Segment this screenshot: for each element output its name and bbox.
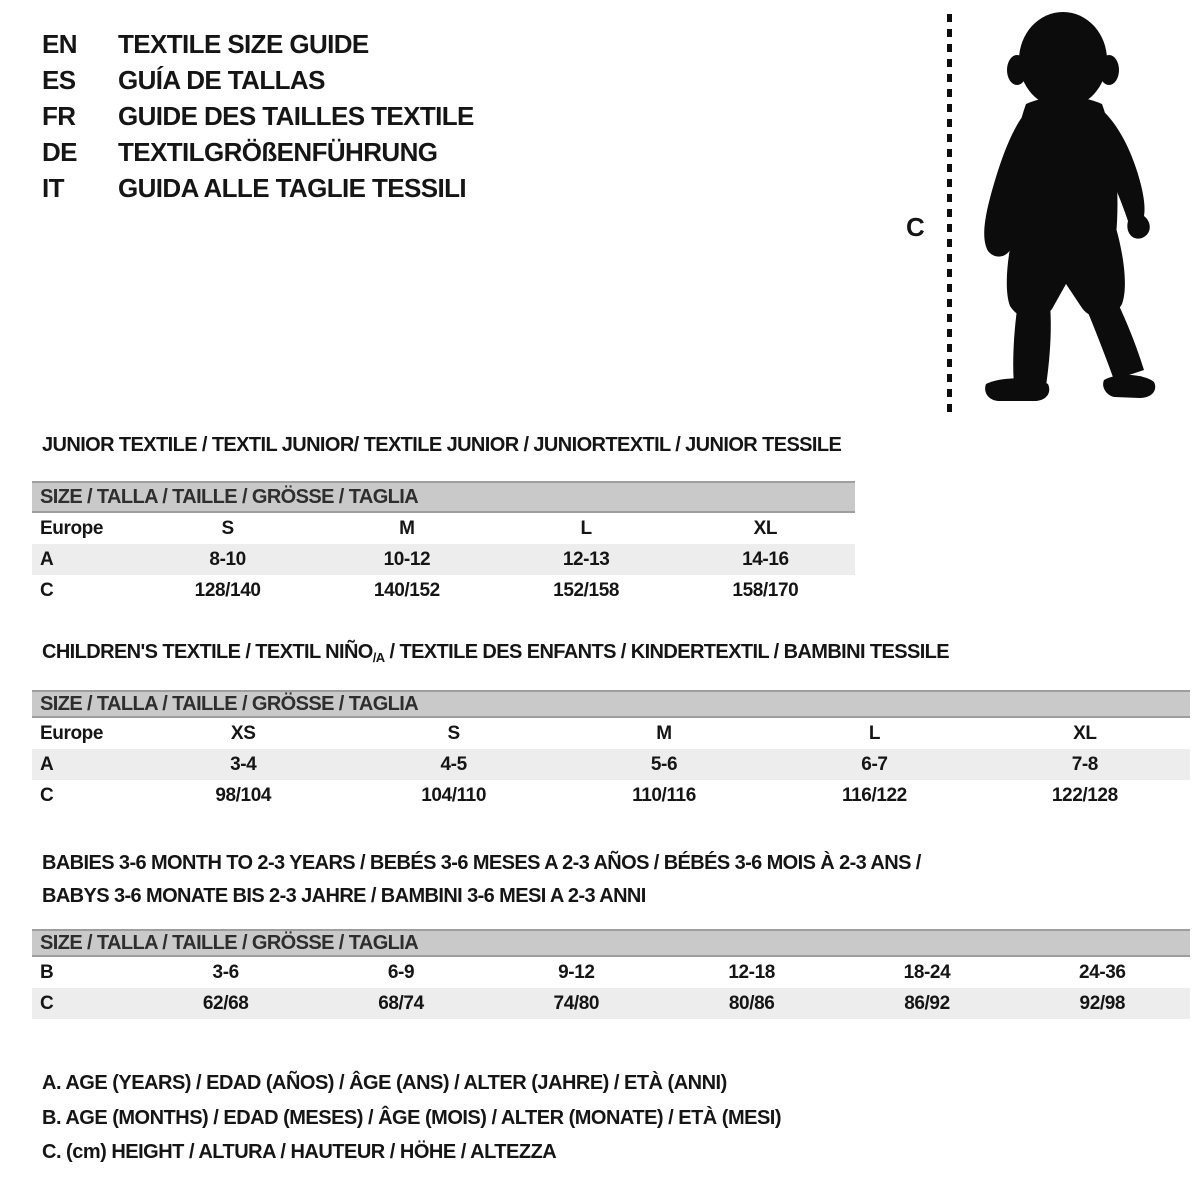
title-line: BABYS 3-6 MONATE BIS 2-3 JAHRE / BAMBINI 3-6 MESI A 2-3 ANNI [42, 885, 646, 907]
table-cell: 6-7 [861, 754, 888, 775]
section-title-junior: JUNIOR TEXTILE / TEXTIL JUNIOR/ TEXTILE JUNIOR / JUNIORTEXTIL / JUNIOR TESSILE [42, 434, 842, 456]
table-cell: 110/116 [632, 785, 696, 806]
table-row [32, 988, 1190, 1019]
children-size-table [32, 690, 1190, 811]
table-cell: 158/170 [732, 580, 799, 601]
table-row [32, 718, 1190, 749]
row-label: C [40, 993, 54, 1014]
lang-row-fr [42, 98, 474, 134]
table-cell: 8-10 [209, 549, 246, 570]
row-label: A [40, 754, 54, 775]
lang-code: EN [42, 29, 77, 59]
table-cell: XL [1073, 723, 1097, 744]
lang-code: IT [42, 173, 64, 203]
lang-code: FR [42, 101, 76, 131]
baby-silhouette [958, 8, 1173, 418]
table-cell: S [447, 723, 460, 744]
row-label: C [40, 785, 54, 806]
table-cell: 62/68 [202, 993, 249, 1014]
table-cell: S [221, 518, 234, 539]
table-cell: 86/92 [904, 993, 950, 1014]
table-cell: 80/86 [728, 993, 775, 1014]
table-body [32, 718, 1190, 811]
row-label: C [40, 580, 54, 601]
row-label: Europe [40, 723, 104, 744]
table-cell: 10-12 [383, 549, 431, 570]
size-header-bar: SIZE / TALLA / TAILLE / GRÖSSE / TAGLIA [32, 929, 1190, 957]
lang-code: ES [42, 65, 76, 95]
table-cell: 7-8 [1071, 754, 1098, 775]
table-row [32, 957, 1190, 988]
title-part: CHILDREN'S TEXTILE / TEXTIL NIÑO [42, 641, 373, 663]
legend-line-a: A. AGE (YEARS) / EDAD (AÑOS) / ÂGE (ANS) / ALTER (JAHRE) / ETÀ (ANNI) [42, 1072, 727, 1094]
table-cell: 122/128 [1051, 785, 1118, 806]
measure-c-label: C [906, 212, 925, 242]
lang-label: GUIDA ALLE TAGLIE TESSILI [118, 173, 467, 203]
lang-row-it [42, 170, 474, 206]
table-cell: 18-24 [903, 962, 951, 983]
row-label: A [40, 549, 54, 570]
table-body [32, 513, 855, 606]
table-cell: 98/104 [215, 785, 272, 806]
measurement-legend [42, 1066, 781, 1170]
table-row [32, 575, 855, 606]
table-body [32, 957, 1190, 1019]
table-cell: L [580, 518, 592, 539]
lang-row-es [42, 62, 474, 98]
lang-label: GUÍA DE TALLAS [118, 65, 325, 95]
size-header-bar: SIZE / TALLA / TAILLE / GRÖSSE / TAGLIA [32, 481, 855, 513]
table-row [32, 544, 855, 575]
table-cell: 92/98 [1079, 993, 1126, 1014]
table-cell: 4-5 [440, 754, 467, 775]
table-cell: M [656, 723, 672, 744]
height-measure-dotted-line [947, 14, 952, 416]
lang-label: GUIDE DES TAILLES TEXTILE [118, 101, 474, 131]
legend-line-b: B. AGE (MONTHS) / EDAD (MESES) / ÂGE (MOIS) / ALTER (MONATE) / ETÀ (MESI) [42, 1106, 782, 1129]
babies-size-table [32, 929, 1190, 1019]
lang-row-de [42, 134, 474, 170]
table-cell: 116/122 [842, 785, 907, 806]
title-part: / TEXTILE DES ENFANTS / KINDERTEXTIL / BAMBINI TESSILE [384, 641, 950, 663]
table-row [32, 749, 1190, 780]
title-line: BABIES 3-6 MONTH TO 2-3 YEARS / BEBÉS 3-6 MESES A 2-3 AÑOS / BÉBÉS 3-6 MOIS À 2-3 ANS / [42, 852, 921, 874]
table-cell: 9-12 [558, 962, 595, 983]
table-cell: L [868, 723, 881, 744]
table-cell: 12-18 [728, 962, 775, 983]
legend-line-c: C. (cm) HEIGHT / ALTURA / HAUTEUR / HÖHE / ALTEZZA [42, 1141, 557, 1163]
row-label: Europe [40, 518, 104, 539]
table-cell: 6-9 [387, 962, 415, 983]
table-cell: 14-16 [742, 549, 789, 570]
table-row [32, 513, 855, 544]
table-cell: 74/80 [553, 993, 600, 1014]
table-cell: M [399, 518, 415, 539]
table-cell: 140/152 [373, 580, 440, 601]
table-cell: 128/140 [194, 580, 261, 601]
table-cell: 68/74 [378, 993, 424, 1014]
table-cell: 152/158 [553, 580, 620, 601]
language-title-list [42, 26, 474, 206]
size-header-bar: SIZE / TALLA / TAILLE / GRÖSSE / TAGLIA [32, 690, 1190, 718]
section-title-children [42, 641, 949, 665]
table-cell: XS [230, 723, 256, 744]
table-cell: 24-36 [1079, 962, 1126, 983]
table-cell: 104/110 [421, 785, 487, 806]
lang-row-en [42, 26, 474, 62]
lang-label: TEXTILGRÖßENFÜHRUNG [118, 137, 438, 167]
lang-label: TEXTILE SIZE GUIDE [118, 29, 369, 59]
title-part-subscript: /A [372, 650, 385, 665]
row-label: B [40, 962, 54, 983]
section-title-babies [42, 847, 921, 913]
table-cell: 3-4 [230, 754, 257, 775]
junior-size-table [32, 481, 855, 606]
table-cell: XL [753, 518, 778, 539]
table-cell: 12-13 [562, 549, 610, 570]
table-row [32, 780, 1190, 811]
table-cell: 3-6 [212, 962, 239, 983]
table-cell: 5-6 [650, 754, 678, 775]
lang-code: DE [42, 137, 77, 167]
